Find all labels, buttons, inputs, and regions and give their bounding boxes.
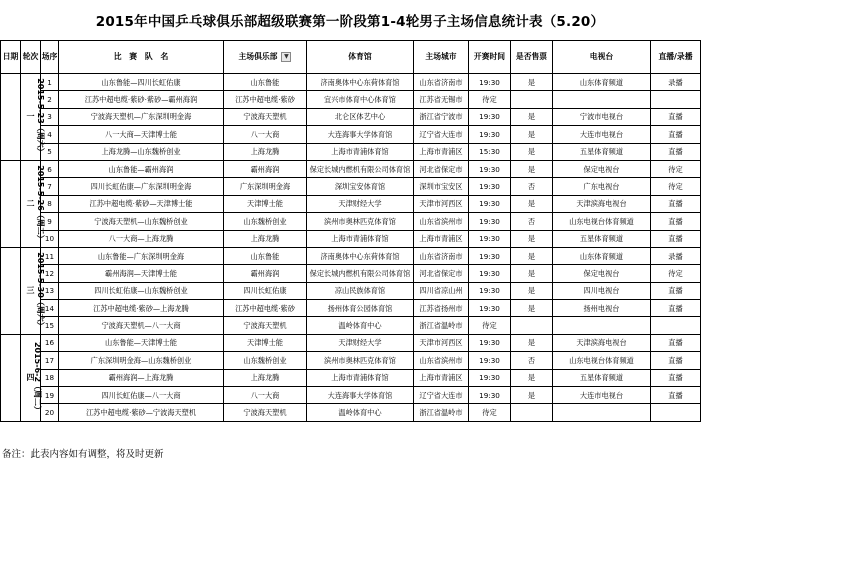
- table-row: [1, 404, 701, 421]
- time-cell: 待定: [469, 91, 511, 108]
- venue-cell: 大连海事大学体育馆: [307, 126, 414, 143]
- venue-cell: 滨州市奥林匹克体育馆: [307, 352, 414, 369]
- time-cell: 19:30: [469, 160, 511, 177]
- tv-cell: 大连市电视台: [553, 126, 651, 143]
- seq-cell: 19: [41, 387, 59, 404]
- ticket-cell: 是: [511, 160, 553, 177]
- city-cell: 天津市河西区: [414, 195, 469, 212]
- home-club-cell: 天津博士能: [224, 195, 307, 212]
- header-broadcast: 直播/录播: [651, 41, 701, 74]
- city-cell: 山东省滨州市: [414, 352, 469, 369]
- home-club-cell: 上海龙腾: [224, 369, 307, 386]
- teams-cell: 宁波海天塑机—山东魏桥创业: [59, 213, 224, 230]
- home-club-cell: 江苏中超电缆·紫砂: [224, 91, 307, 108]
- city-cell: 江苏省扬州市: [414, 300, 469, 317]
- seq-cell: 11: [41, 247, 59, 264]
- home-club-cell: 天津博士能: [224, 334, 307, 351]
- broadcast-cell: 直播: [651, 369, 701, 386]
- home-club-cell: 江苏中超电缆·紫砂: [224, 300, 307, 317]
- broadcast-cell: 待定: [651, 265, 701, 282]
- table-row: [1, 213, 701, 230]
- venue-cell: 上海市青浦体育馆: [307, 143, 414, 160]
- venue-cell: 深圳宝安体育馆: [307, 178, 414, 195]
- broadcast-cell: 直播: [651, 195, 701, 212]
- broadcast-cell: 待定: [651, 178, 701, 195]
- seq-cell: 7: [41, 178, 59, 195]
- teams-cell: 四川长虹佑康—广东深圳明金海: [59, 178, 224, 195]
- round-cell: 三: [21, 247, 41, 334]
- broadcast-cell: 直播: [651, 387, 701, 404]
- teams-cell: 广东深圳明金海—山东魏桥创业: [59, 352, 224, 369]
- time-cell: 19:30: [469, 282, 511, 299]
- city-cell: 天津市河西区: [414, 334, 469, 351]
- header-tv: 电视台: [553, 41, 651, 74]
- time-cell: 19:30: [469, 387, 511, 404]
- ticket-cell: 是: [511, 108, 553, 125]
- date-label: 2015-5-26（周二）: [35, 165, 45, 243]
- seq-cell: 15: [41, 317, 59, 334]
- ticket-cell: 是: [511, 265, 553, 282]
- ticket-cell: 是: [511, 282, 553, 299]
- home-club-cell: 上海龙腾: [224, 143, 307, 160]
- teams-cell: 霸州海润—上海龙腾: [59, 369, 224, 386]
- tv-cell: [553, 404, 651, 421]
- table-row: [1, 317, 701, 334]
- ticket-cell: 是: [511, 126, 553, 143]
- ticket-cell: [511, 404, 553, 421]
- teams-cell: 八一大商—天津博士能: [59, 126, 224, 143]
- date-label: 2015-6-2（周二）: [33, 341, 43, 414]
- table-row: [1, 387, 701, 404]
- broadcast-cell: [651, 404, 701, 421]
- broadcast-cell: [651, 91, 701, 108]
- teams-cell: 霸州海润—天津博士能: [59, 265, 224, 282]
- seq-cell: 2: [41, 91, 59, 108]
- time-cell: 19:30: [469, 265, 511, 282]
- time-cell: 19:30: [469, 74, 511, 91]
- tv-cell: 四川电视台: [553, 282, 651, 299]
- ticket-cell: 是: [511, 247, 553, 264]
- table-row: [1, 143, 701, 160]
- time-cell: 19:30: [469, 108, 511, 125]
- date-cell: [1, 334, 43, 421]
- broadcast-cell: [651, 317, 701, 334]
- teams-cell: 山东鲁能—霸州海润: [59, 160, 224, 177]
- header-home-club[interactable]: [224, 41, 307, 74]
- time-cell: 19:30: [469, 247, 511, 264]
- city-cell: 河北省保定市: [414, 265, 469, 282]
- home-club-cell: 四川长虹佑康: [224, 282, 307, 299]
- time-cell: 待定: [469, 317, 511, 334]
- time-cell: 15:30: [469, 143, 511, 160]
- teams-cell: 上海龙腾—山东魏桥创业: [59, 143, 224, 160]
- venue-cell: 上海市青浦体育馆: [307, 369, 414, 386]
- tv-cell: 大连市电视台: [553, 387, 651, 404]
- seq-cell: 16: [41, 334, 59, 351]
- tv-cell: 天津滨海电视台: [553, 334, 651, 351]
- broadcast-cell: 直播: [651, 126, 701, 143]
- dropdown-filter-icon[interactable]: ▼: [281, 52, 291, 62]
- teams-cell: 江苏中超电缆·紫砂—天津博士能: [59, 195, 224, 212]
- venue-cell: 滨州市奥林匹克体育馆: [307, 213, 414, 230]
- ticket-cell: [511, 317, 553, 334]
- time-cell: 19:30: [469, 300, 511, 317]
- ticket-cell: 是: [511, 334, 553, 351]
- time-cell: 19:30: [469, 369, 511, 386]
- table-row: [1, 230, 701, 247]
- footnote: 备注：此表内容如有调整，将及时更新: [2, 449, 164, 460]
- broadcast-cell: 直播: [651, 213, 701, 230]
- city-cell: 辽宁省大连市: [414, 387, 469, 404]
- seq-cell: 8: [41, 195, 59, 212]
- tv-cell: 山东体育频道: [553, 74, 651, 91]
- home-club-cell: 宁波海天塑机: [224, 404, 307, 421]
- tv-cell: [553, 317, 651, 334]
- header-venue: 体育馆: [307, 41, 414, 74]
- ticket-cell: [511, 91, 553, 108]
- date-cell: [1, 160, 45, 247]
- tv-cell: 山东电视台体育频道: [553, 213, 651, 230]
- venue-cell: 保定长城内燃机有限公司体育馆: [307, 160, 414, 177]
- venue-cell: 天津财经大学: [307, 195, 414, 212]
- time-cell: 19:30: [469, 195, 511, 212]
- tv-cell: 广东电视台: [553, 178, 651, 195]
- venue-cell: 扬州体育公园体育馆: [307, 300, 414, 317]
- venue-cell: 温岭体育中心: [307, 317, 414, 334]
- venue-cell: 济南奥体中心东荷体育馆: [307, 74, 414, 91]
- city-cell: 四川省凉山州: [414, 282, 469, 299]
- broadcast-cell: 录播: [651, 247, 701, 264]
- table-row: [1, 160, 701, 177]
- header-date: 日期: [1, 41, 21, 74]
- seq-cell: 1: [41, 74, 59, 91]
- header-seq: 场序: [41, 41, 59, 74]
- venue-cell: 保定长城内燃机有限公司体育馆: [307, 265, 414, 282]
- venue-cell: 上海市青浦体育馆: [307, 230, 414, 247]
- seq-cell: 10: [41, 230, 59, 247]
- city-cell: 浙江省宁波市: [414, 108, 469, 125]
- city-cell: 山东省济南市: [414, 74, 469, 91]
- date-label: 2015-5-30（周六）: [35, 252, 45, 330]
- teams-cell: 四川长虹佑康—山东魏桥创业: [59, 282, 224, 299]
- seq-cell: 4: [41, 126, 59, 143]
- date-label: 2015-5-23（周六）: [35, 78, 45, 156]
- round-cell: 二: [21, 160, 41, 247]
- home-club-cell: 山东魏桥创业: [224, 352, 307, 369]
- header-ticket: 是否售票: [511, 41, 553, 74]
- teams-cell: 四川长虹佑康—八一大商: [59, 387, 224, 404]
- table-row: [1, 178, 701, 195]
- table-row: [1, 282, 701, 299]
- tv-cell: 山东体育频道: [553, 247, 651, 264]
- ticket-cell: 否: [511, 178, 553, 195]
- teams-cell: 宁波海天塑机—广东深圳明金海: [59, 108, 224, 125]
- venue-cell: 济南奥体中心东荷体育馆: [307, 247, 414, 264]
- ticket-cell: 是: [511, 369, 553, 386]
- home-club-cell: 山东鲁能: [224, 247, 307, 264]
- seq-cell: 12: [41, 265, 59, 282]
- city-cell: 辽宁省大连市: [414, 126, 469, 143]
- ticket-cell: 是: [511, 143, 553, 160]
- teams-cell: 江苏中超电缆·紫砂·紫砂—霸州海润: [59, 91, 224, 108]
- time-cell: 19:30: [469, 352, 511, 369]
- schedule-table: [0, 40, 701, 422]
- time-cell: 19:30: [469, 230, 511, 247]
- time-cell: 待定: [469, 404, 511, 421]
- home-club-cell: 宁波海天塑机: [224, 317, 307, 334]
- city-cell: 上海市青浦区: [414, 230, 469, 247]
- tv-cell: 五星体育频道: [553, 230, 651, 247]
- tv-cell: 五星体育频道: [553, 143, 651, 160]
- broadcast-cell: 直播: [651, 230, 701, 247]
- header-time: 开赛时间: [469, 41, 511, 74]
- seq-cell: 6: [41, 160, 59, 177]
- header-row: [1, 41, 701, 74]
- date-cell: [1, 74, 45, 161]
- venue-cell: 北仑区体艺中心: [307, 108, 414, 125]
- home-club-cell: 霸州海润: [224, 160, 307, 177]
- tv-cell: 保定电视台: [553, 160, 651, 177]
- table-row: [1, 247, 701, 264]
- page-title: 2015年中国乒乓球俱乐部超级联赛第一阶段第1-4轮男子主场信息统计表（5.20）: [95, 14, 605, 30]
- teams-cell: 山东鲁能—四川长虹佑康: [59, 74, 224, 91]
- tv-cell: 五星体育频道: [553, 369, 651, 386]
- time-cell: 19:30: [469, 334, 511, 351]
- venue-cell: 凉山民族体育馆: [307, 282, 414, 299]
- city-cell: 江苏省无锡市: [414, 91, 469, 108]
- seq-cell: 18: [41, 369, 59, 386]
- header-round: 轮次: [21, 41, 41, 74]
- table-row: [1, 74, 701, 91]
- tv-cell: [553, 91, 651, 108]
- city-cell: 深圳市宝安区: [414, 178, 469, 195]
- table-row: [1, 91, 701, 108]
- home-club-cell: 宁波海天塑机: [224, 108, 307, 125]
- round-cell: 一: [21, 74, 41, 161]
- home-club-cell: 山东鲁能: [224, 74, 307, 91]
- city-cell: 浙江省温岭市: [414, 317, 469, 334]
- header-city: 主场城市: [414, 41, 469, 74]
- home-club-cell: 八一大商: [224, 126, 307, 143]
- ticket-cell: 是: [511, 387, 553, 404]
- ticket-cell: 是: [511, 195, 553, 212]
- broadcast-cell: 直播: [651, 300, 701, 317]
- header-home-club-label: 主场俱乐部: [238, 52, 278, 61]
- venue-cell: 温岭体育中心: [307, 404, 414, 421]
- broadcast-cell: 直播: [651, 334, 701, 351]
- table-row: [1, 300, 701, 317]
- broadcast-cell: 直播: [651, 143, 701, 160]
- teams-cell: 江苏中超电缆·紫砂—上海龙腾: [59, 300, 224, 317]
- broadcast-cell: 直播: [651, 282, 701, 299]
- date-cell: [1, 247, 45, 334]
- city-cell: 上海市青浦区: [414, 369, 469, 386]
- teams-cell: 山东鲁能—天津博士能: [59, 334, 224, 351]
- table-row: [1, 265, 701, 282]
- teams-cell: 宁波海天塑机—八一大商: [59, 317, 224, 334]
- broadcast-cell: 录播: [651, 74, 701, 91]
- venue-cell: 宜兴市体育中心体育馆: [307, 91, 414, 108]
- teams-cell: 江苏中超电缆·紫砂—宁波海天塑机: [59, 404, 224, 421]
- table-row: [1, 108, 701, 125]
- table-row: [1, 126, 701, 143]
- tv-cell: 扬州电视台: [553, 300, 651, 317]
- venue-cell: 天津财经大学: [307, 334, 414, 351]
- time-cell: 19:30: [469, 178, 511, 195]
- city-cell: 山东省济南市: [414, 247, 469, 264]
- ticket-cell: 否: [511, 213, 553, 230]
- seq-cell: 20: [41, 404, 59, 421]
- tv-cell: 保定电视台: [553, 265, 651, 282]
- table-row: [1, 195, 701, 212]
- ticket-cell: 是: [511, 74, 553, 91]
- time-cell: 19:30: [469, 213, 511, 230]
- seq-cell: 17: [41, 352, 59, 369]
- broadcast-cell: 直播: [651, 108, 701, 125]
- city-cell: 山东省滨州市: [414, 213, 469, 230]
- seq-cell: 14: [41, 300, 59, 317]
- ticket-cell: 是: [511, 300, 553, 317]
- home-club-cell: 广东深圳明金海: [224, 178, 307, 195]
- home-club-cell: 八一大商: [224, 387, 307, 404]
- table-row: [1, 369, 701, 386]
- city-cell: 河北省保定市: [414, 160, 469, 177]
- ticket-cell: 是: [511, 230, 553, 247]
- tv-cell: 宁波市电视台: [553, 108, 651, 125]
- home-club-cell: 上海龙腾: [224, 230, 307, 247]
- teams-cell: 八一大商—上海龙腾: [59, 230, 224, 247]
- city-cell: 上海市青浦区: [414, 143, 469, 160]
- table-row: [1, 352, 701, 369]
- seq-cell: 9: [41, 213, 59, 230]
- seq-cell: 3: [41, 108, 59, 125]
- round-cell: 四: [21, 334, 41, 421]
- ticket-cell: 否: [511, 352, 553, 369]
- tv-cell: 山东电视台体育频道: [553, 352, 651, 369]
- home-club-cell: 山东魏桥创业: [224, 213, 307, 230]
- venue-cell: 大连海事大学体育馆: [307, 387, 414, 404]
- teams-cell: 山东鲁能—广东深圳明金海: [59, 247, 224, 264]
- tv-cell: 天津滨海电视台: [553, 195, 651, 212]
- home-club-cell: 霸州海润: [224, 265, 307, 282]
- city-cell: 浙江省温岭市: [414, 404, 469, 421]
- header-teams: 比 赛 队 名: [59, 41, 224, 74]
- seq-cell: 5: [41, 143, 59, 160]
- time-cell: 19:30: [469, 126, 511, 143]
- broadcast-cell: 直播: [651, 352, 701, 369]
- broadcast-cell: 待定: [651, 160, 701, 177]
- seq-cell: 13: [41, 282, 59, 299]
- table-row: [1, 334, 701, 351]
